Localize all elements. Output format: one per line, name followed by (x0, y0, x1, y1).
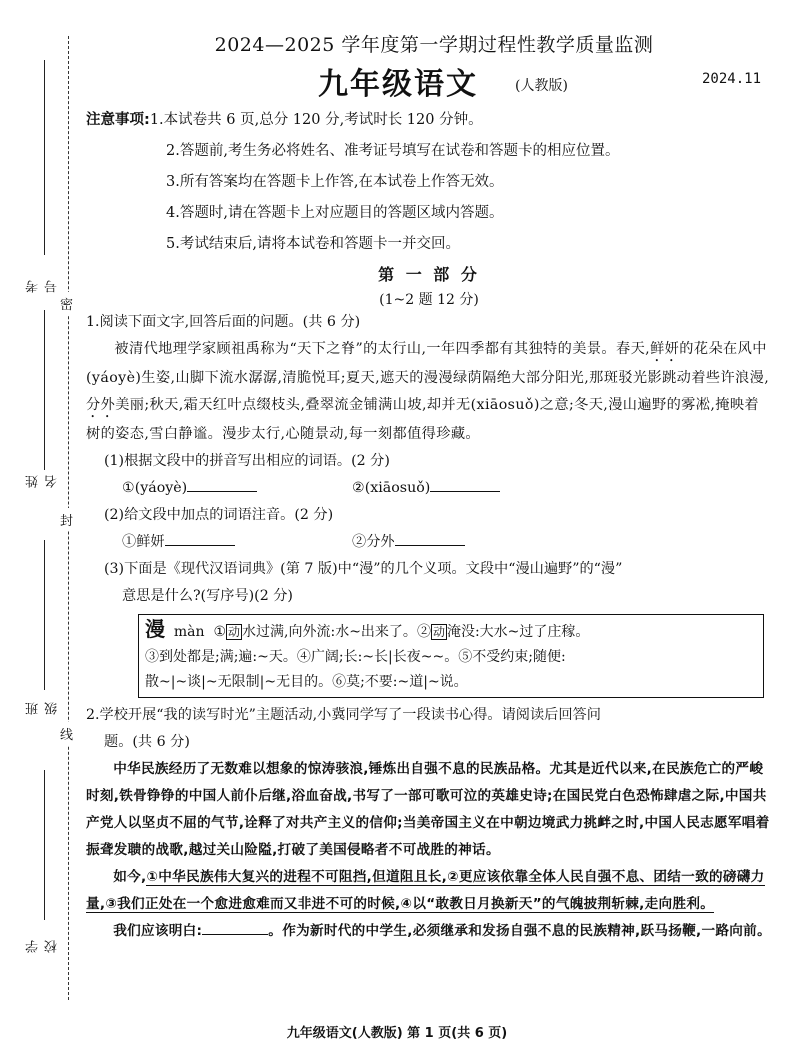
pos-tag: 动 (432, 625, 445, 639)
page-title: 九年级语文 (318, 67, 478, 102)
binding-margin (0, 0, 80, 1044)
dict-headword: 漫 (145, 617, 165, 641)
underlined-sentences: ①中华民族伟大复兴的进程不可阻挡,但道阻且长,②更应该依靠全体人民自强不息、团结一致的磅礴力量,③我们正处在一个愈进愈难而又非进不可的时候,④以“敢教日月换新天”的气魄披荆斩棘,走向胜利。 (86, 869, 765, 912)
word-prompt: ②分外 (352, 534, 395, 550)
sub-question-3-cont: 意思是什么?(写序号)(2 分) (122, 588, 293, 604)
answer-blank[interactable] (430, 477, 500, 492)
reading-passage-p3: 我们应该明白: 。作为新时代的中学生,必须继承和发扬自强不息的民族精神,跃马扬鞭,一路向前。 (86, 918, 772, 945)
seal-char-mi: 密 (60, 292, 73, 315)
pinyin-prompt: ②(xiāosuǒ) (352, 480, 431, 496)
exam-date: 2024.11 (702, 71, 762, 87)
title-row (86, 59, 772, 105)
question-stem: 2.学校开展“我的读写时光”主题活动,小冀同学写了一段读书心得。请阅读后回答问 (86, 707, 601, 723)
part-subtitle: (1~2 题 12 分) (379, 292, 479, 308)
answer-blank[interactable] (202, 920, 268, 935)
dotted-word-xianyan: 鲜妍 (650, 341, 680, 357)
school-line (44, 770, 45, 920)
answer-blank[interactable] (395, 531, 465, 546)
notice-label: 注意事项: (86, 112, 150, 128)
reading-passage-p1: 中华民族经历了无数难以想象的惊涛骇浪,锤炼出自强不息的民族品格。尤其是近代以来,在民族危亡的严峻时刻,铁骨铮铮的中国人前仆后继,浴血奋战,书写了一部可歌可泣的英雄史诗;在国民党白色恐怖肆虐之际,中国共产党人以坚贞不屈的气节,诠释了对共产主义的信仰;当美帝国主义在中朝边境武力挑衅之时,中国人民志愿军唱着振聋发聩的战歌,越过关山险隘,打破了美国侵略者不可战胜的神话。 (86, 761, 770, 858)
question-1 (86, 309, 772, 698)
class-line (44, 540, 45, 690)
page-footer: 九年级语文(人教版) 第 1 页(共 6 页) (286, 1026, 508, 1041)
notice-item: 5.考试结束后,请将本试卷和答题卡一并交回。 (166, 236, 460, 252)
dict-line: ③到处都是;满;遍:~天。④广阔;长:~长|长夜~~。⑤不受约束;随便: (145, 649, 566, 665)
question-stem: 1.阅读下面文字,回答后面的问题。(共 6 分) (86, 314, 361, 330)
pos-tag: 动 (228, 625, 241, 639)
question-2 (86, 702, 772, 945)
sub-question-3: (3)下面是《现代汉语词典》(第 7 版)中“漫”的几个义项。文段中“漫山遍野”的“漫” (104, 561, 623, 577)
sub-question-2: (2)给文段中加点的词语注音。(2 分) (104, 507, 334, 523)
answer-row (86, 529, 772, 556)
exam-number-label: 考号 (26, 280, 60, 293)
sub-question-1: (1)根据文段中的拼音写出相应的词语。(2 分) (104, 453, 390, 469)
dictionary-entry-box: 漫 màn ① 动 水过满,向外流:水~出来了。② 动 淹没:大水~过了庄稼。 ③到处都是;满;遍:~天。④广阔;长:~长|长夜~~。⑤不受约束;随便: 散~|~谈|~无限制|~无目的。⑥莫;不要:~道|~说。 (138, 614, 764, 698)
notice-item: 1.本试卷共 6 页,总分 120 分,考试时长 120 分钟。 (149, 112, 483, 128)
notice-item: 3.所有答案均在答题卡上作答,在本试卷上作答无效。 (166, 174, 504, 190)
reading-passage: 被清代地理学家顾祖禹称为“天下之脊”的太行山,一年四季都有其独特的美景。春天,鲜妍的花朵在风中(yáoyè)生姿,山脚下流水潺潺,清脆悦耳;夏天,遮天的漫漫绿荫隔绝大部分阳光,那斑驳光影跳动着些许浪漫,分外美丽;秋天,霜天红叶点缀枝头,叠翠流金铺满山坡,却并无(xiāosuǒ)之意;冬天,漫山遍野的雾凇,掩映着树的姿态,雪白静谧。漫步太行,心随景动,每一刻都值得珍藏。 (86, 341, 770, 442)
name-label: 姓名 (26, 475, 60, 488)
seal-char-feng: 封 (60, 508, 73, 531)
exam-header: 2024—2025 学年度第一学期过程性教学质量监测 (214, 34, 654, 56)
pinyin-prompt: ①(yáoyè) (122, 480, 188, 496)
exam-number-line (44, 60, 45, 255)
dict-pinyin: màn (173, 624, 205, 640)
notice-item: 2.答题前,考生务必将姓名、准考证号填写在试卷和答题卡的相应位置。 (166, 143, 620, 159)
class-label: 班级 (26, 702, 60, 715)
answer-row (86, 475, 772, 502)
answer-blank[interactable] (165, 531, 235, 546)
edition-label: (人教版) (515, 78, 568, 94)
reading-passage-p2: 如今,①中华民族伟大复兴的进程不可阻挡,但道阻且长,②更应该依靠全体人民自强不息、团结一致的磅礴力量,③我们正处在一个愈进愈难而又非进不可的时候,④以“敢教日月换新天”的气魄披荆斩棘,走向胜利。 (86, 869, 765, 912)
notice-section (86, 105, 772, 260)
notice-item: 4.答题时,请在答题卡上对应题目的答题区域内答题。 (166, 205, 504, 221)
dotted-word-fenwai: 分外 (86, 397, 116, 413)
page-content (86, 30, 772, 945)
name-line (44, 310, 45, 470)
word-prompt: ①鲜妍 (122, 534, 165, 550)
seal-char-xian: 线 (60, 722, 73, 745)
question-stem-cont: 题。(共 6 分) (104, 734, 190, 750)
answer-blank[interactable] (187, 477, 257, 492)
school-label: 学校 (26, 940, 60, 953)
part-title: 第 一 部 分 (378, 265, 480, 284)
dict-line: 散~|~谈|~无限制|~无目的。⑥莫;不要:~道|~说。 (145, 674, 468, 690)
